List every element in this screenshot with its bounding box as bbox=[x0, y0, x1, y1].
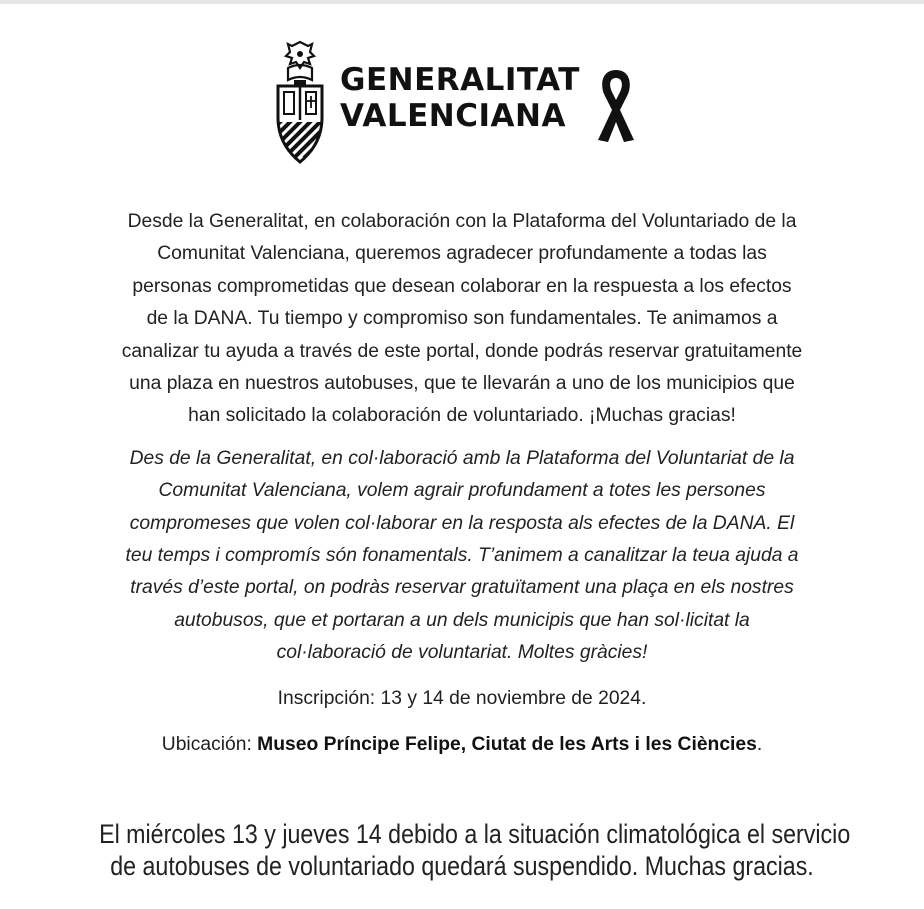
main-content bbox=[60, 206, 864, 757]
location-place: Museo Príncipe Felipe, Ciutat de les Arts i les Ciències bbox=[257, 733, 757, 755]
text-line: compromeses que volen col·laborar en la resposta als efectes de la DANA. El bbox=[129, 512, 795, 534]
notice-line-2: de autobuses de voluntariado quedará suspendido. Muchas gracias. bbox=[110, 851, 814, 881]
brand-line-1: GENERALITAT bbox=[340, 62, 580, 98]
notice-line-1: El miércoles 13 y jueves 14 debido a la situación climatológica el servicio bbox=[99, 819, 851, 849]
text-line: Des de la Generalitat, en col·laboració amb la Plataforma del Voluntariat de la bbox=[129, 447, 795, 469]
location-suffix: . bbox=[756, 733, 763, 755]
text-line: han solicitado la colaboración de voluntariado. ¡Muchas gracias! bbox=[188, 405, 736, 427]
location bbox=[60, 733, 864, 757]
text-line: Comunitat Valenciana, queremos agradecer profundamente a todas las bbox=[157, 243, 767, 265]
text-line: Comunitat Valenciana, volem agrair profundament a totes les persones bbox=[158, 480, 766, 502]
header bbox=[0, 36, 924, 168]
text-line: personas comprometidas que desean colaborar en la respuesta a los efectos bbox=[132, 275, 792, 297]
brand-wordmark bbox=[340, 62, 580, 134]
text-line: col·laboració de voluntariat. Moltes gràcies! bbox=[276, 642, 648, 664]
registration-dates: Inscripción: 13 y 14 de noviembre de 2024. bbox=[277, 687, 647, 709]
text-line: teu temps i compromís són fonamentals. T’animem a canalitzar la teua ajuda a bbox=[125, 545, 799, 567]
text-line: través d’este portal, on podràs reservar gratuïtament una plaça en els nostres bbox=[130, 577, 794, 599]
message-spanish bbox=[60, 206, 864, 433]
coat-of-arms-icon bbox=[270, 40, 328, 168]
text-line: canalizar tu ayuda a través de este portal, donde podrás reservar gratuitamente bbox=[121, 340, 803, 362]
brand-line-2: VALENCIANA bbox=[340, 98, 566, 134]
message-valencian bbox=[60, 443, 864, 670]
suspension-notice bbox=[99, 818, 851, 882]
text-line: de la DANA. Tu tiempo y compromiso son fundamentales. Te animamos a bbox=[146, 308, 778, 330]
top-divider bbox=[0, 0, 924, 4]
location-label: Ubicación: bbox=[161, 733, 258, 755]
mourning-ribbon-icon bbox=[592, 66, 640, 144]
text-line: una plaza en nuestros autobuses, que te llevarán a uno de los municipios que bbox=[129, 373, 795, 395]
text-line: autobusos, que et portaran a un dels municipis que han sol·licitat la bbox=[174, 609, 750, 631]
text-line: Desde la Generalitat, en colaboración con la Plataforma del Voluntariado de la bbox=[127, 211, 797, 232]
